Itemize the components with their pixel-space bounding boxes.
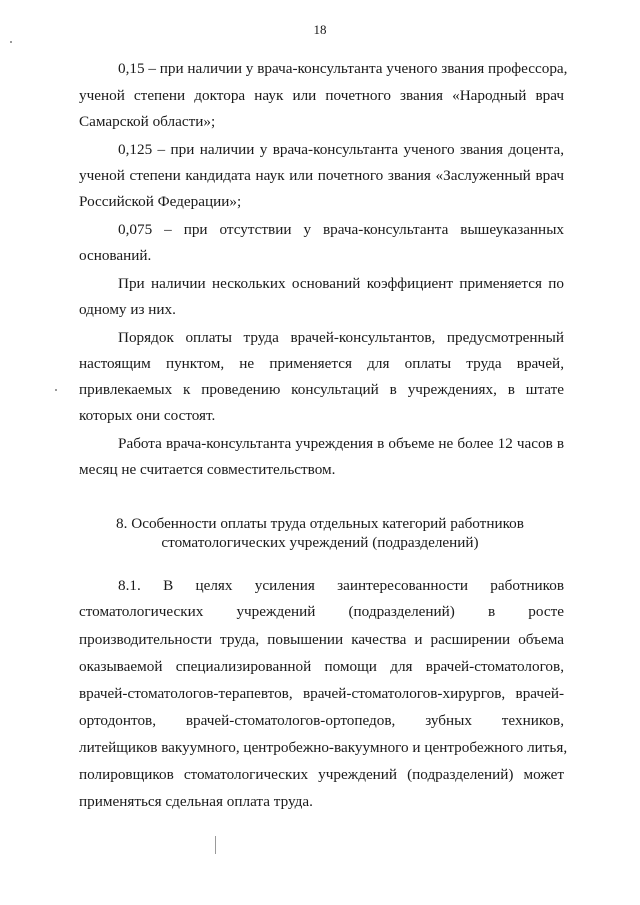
text-line: Самарской области»; xyxy=(79,113,216,130)
text-line: месяц не считается совместительством. xyxy=(79,461,336,478)
text-line: настоящим пунктом, не применяется для оплаты труда врачей, xyxy=(79,355,564,372)
text-line: ученой степени доктора наук или почетного звания «Народный врач xyxy=(79,87,564,104)
text-line: Работа врача-консультанта учреждения в объеме не более 12 часов в xyxy=(118,435,564,452)
text-line: оснований. xyxy=(79,247,152,264)
text-line: которых они состоят. xyxy=(79,407,216,424)
page-number: 18 xyxy=(313,22,327,37)
text-line: 0,125 – при наличии у врача-консультанта ученого звания доцента, xyxy=(118,141,564,158)
text-line: врачей-стоматологов-терапевтов, врачей-стоматологов-хирургов, врачей- xyxy=(79,685,564,702)
text-line: производительности труда, повышении качества и расширении объема xyxy=(79,631,564,648)
section-heading: 8. Особенности оплаты труда отдельных категорий работников xyxy=(116,515,524,532)
text-line: 8.1. В целях усиления заинтересованности работников xyxy=(118,577,564,594)
text-line: оказываемой специализированной помощи для врачей-стоматологов, xyxy=(79,658,564,675)
text-line: ортодонтов, врачей-стоматологов-ортопедов, зубных техников, xyxy=(79,712,564,729)
text-line: одному из них. xyxy=(79,301,176,318)
scan-speck xyxy=(55,389,57,391)
text-line: 0,15 – при наличии у врача-консультанта ученого звания профессора, xyxy=(118,60,568,77)
text-line: Российской Федерации»; xyxy=(79,193,242,210)
text-line: применяться сдельная оплата труда. xyxy=(79,793,313,810)
text-line: 0,075 – при отсутствии у врача-консультанта вышеуказанных xyxy=(118,221,564,238)
scan-speck xyxy=(215,836,216,854)
text-line: Порядок оплаты труда врачей-консультантов, предусмотренный xyxy=(118,329,564,346)
text-line: литейщиков вакуумного, центробежно-вакуумного и центробежного литья, xyxy=(79,739,568,756)
text-line: При наличии нескольких оснований коэффициент применяется по xyxy=(118,275,564,292)
text-line: ученой степени кандидата наук или почетного звания «Заслуженный врач xyxy=(79,167,564,184)
text-line: полировщиков стоматологических учреждений (подразделений) может xyxy=(79,766,564,783)
section-heading: стоматологических учреждений (подразделений) xyxy=(161,534,479,551)
text-line: привлекаемых к проведению консультаций в учреждениях, в штате xyxy=(79,381,564,398)
scan-speck xyxy=(10,41,12,43)
text-line: стоматологических учреждений (подразделений) в росте xyxy=(79,603,564,620)
